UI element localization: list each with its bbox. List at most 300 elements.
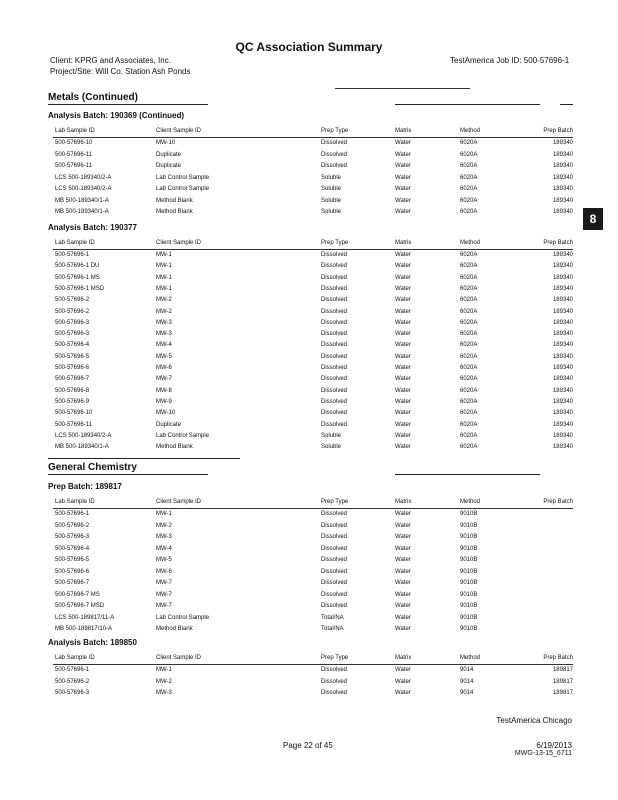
header-rule xyxy=(335,88,470,89)
cell-client-sample-id: MW-5 xyxy=(156,353,172,360)
cell-matrix: Water xyxy=(395,197,411,204)
cell-method: 6020A xyxy=(460,174,478,181)
col-matrix: Matrix xyxy=(395,240,412,246)
cell-prep-batch: 189340 xyxy=(552,252,573,258)
cell-client-sample-id: Method Blank xyxy=(156,209,193,215)
table-row xyxy=(53,284,573,295)
table-row xyxy=(53,397,573,408)
col-client-sample-id: Client Sample ID xyxy=(156,499,202,505)
cell-lab-sample-id: 500-57696-2 xyxy=(55,308,90,315)
cell-method: 9010B xyxy=(460,522,478,529)
cell-client-sample-id: MW-4 xyxy=(156,545,172,552)
table-row xyxy=(53,567,573,578)
cell-method: 9010B xyxy=(460,591,478,598)
cell-prep-type: Dissolved xyxy=(321,545,348,552)
cell-lab-sample-id: 500-57696-11 xyxy=(55,163,92,169)
cell-prep-type: Soluble xyxy=(321,444,342,451)
cell-prep-batch: 189817 xyxy=(552,667,573,673)
cell-matrix: Water xyxy=(395,319,411,326)
col-prep-batch: Prep Batch xyxy=(543,240,573,246)
cell-prep-batch: 189340 xyxy=(552,398,573,405)
cell-client-sample-id: MW-3 xyxy=(156,331,172,338)
table-row xyxy=(53,688,573,699)
table-row xyxy=(53,665,573,676)
table-row xyxy=(53,138,573,149)
cell-matrix: Water xyxy=(395,140,411,146)
table-row xyxy=(53,196,573,207)
cell-lab-sample-id: 500-57696-1 MSD xyxy=(55,285,105,292)
cell-method: 6020A xyxy=(460,365,478,371)
cell-prep-type: Dissolved xyxy=(321,398,348,405)
cell-prep-type: Dissolved xyxy=(321,252,348,258)
cell-prep-type: Total/NA xyxy=(321,626,344,632)
table-row xyxy=(53,184,573,195)
metals-batch1-label: Analysis Batch: 190369 (Continued) xyxy=(48,111,185,120)
cell-lab-sample-id: 500-57696-6 xyxy=(55,365,90,371)
table-row xyxy=(53,408,573,419)
cell-method: 6020A xyxy=(460,308,478,315)
table-row xyxy=(53,295,573,306)
cell-lab-sample-id: 500-57696-2 xyxy=(55,522,90,529)
cell-prep-batch: 189340 xyxy=(552,331,573,338)
footer-lab: TestAmerica Chicago xyxy=(496,716,572,725)
cell-method: 6020A xyxy=(460,432,478,439)
cell-prep-type: Soluble xyxy=(321,174,342,181)
cell-prep-type: Dissolved xyxy=(321,410,348,417)
page-title: QC Association Summary xyxy=(235,40,383,54)
cell-matrix: Water xyxy=(395,376,411,383)
cell-method: 6020A xyxy=(460,285,478,292)
cell-client-sample-id: MW-1 xyxy=(156,667,172,673)
cell-method: 6020A xyxy=(460,444,478,451)
cell-client-sample-id: Lab Control Sample xyxy=(156,174,210,181)
cell-client-sample-id: MW-3 xyxy=(156,534,172,540)
table-row xyxy=(53,150,573,161)
cell-prep-batch: 189340 xyxy=(552,163,573,169)
table-row xyxy=(53,613,573,624)
cell-lab-sample-id: 500-57696-5 xyxy=(55,557,90,563)
cell-matrix: Water xyxy=(395,209,411,215)
cell-matrix: Water xyxy=(395,398,411,405)
genchem-rule-top xyxy=(48,458,240,459)
cell-client-sample-id: MW-4 xyxy=(156,342,172,349)
table-row xyxy=(53,624,573,635)
table-row xyxy=(53,677,573,688)
table-row xyxy=(53,161,573,172)
cell-prep-type: Dissolved xyxy=(321,678,348,685)
cell-lab-sample-id: 500-57696-1 MS xyxy=(55,274,100,281)
col-matrix: Matrix xyxy=(395,128,412,134)
cell-prep-type: Dissolved xyxy=(321,151,348,158)
cell-method: 6020A xyxy=(460,342,478,349)
table-row xyxy=(53,318,573,329)
cell-lab-sample-id: 500-57696-4 xyxy=(55,342,90,349)
table-row xyxy=(53,578,573,589)
cell-matrix: Water xyxy=(395,353,411,360)
cell-lab-sample-id: 500-57696-2 xyxy=(55,297,90,304)
table-row xyxy=(53,590,573,601)
cell-matrix: Water xyxy=(395,252,411,258)
cell-method: 6020A xyxy=(460,197,478,204)
col-prep-type: Prep Type xyxy=(321,128,349,134)
cell-matrix: Water xyxy=(395,603,411,609)
cell-lab-sample-id: 500-57696-1 xyxy=(55,511,90,517)
cell-matrix: Water xyxy=(395,151,411,158)
table-row xyxy=(53,532,573,543)
table-row xyxy=(53,340,573,351)
cell-prep-type: Dissolved xyxy=(321,163,348,169)
col-method: Method xyxy=(460,128,481,134)
table-row xyxy=(53,544,573,555)
genchem-batch2-header xyxy=(53,653,573,664)
cell-matrix: Water xyxy=(395,410,411,417)
cell-prep-type: Dissolved xyxy=(321,285,348,292)
cell-lab-sample-id: 500-57696-3 xyxy=(55,331,90,338)
cell-lab-sample-id: LCS 500-189340/2-A xyxy=(55,186,112,192)
table-row xyxy=(53,431,573,442)
metals-underline xyxy=(48,104,208,105)
cell-matrix: Water xyxy=(395,186,411,192)
cell-matrix: Water xyxy=(395,285,411,292)
cell-client-sample-id: MW-2 xyxy=(156,522,172,529)
col-prep-type: Prep Type xyxy=(321,499,349,505)
cell-lab-sample-id: 500-57696-4 xyxy=(55,545,90,552)
cell-prep-type: Dissolved xyxy=(321,274,348,281)
cell-client-sample-id: MW-2 xyxy=(156,297,172,304)
cell-method: 9010B xyxy=(460,580,478,586)
cell-lab-sample-id: 500-57696-10 xyxy=(55,140,93,146)
cell-prep-type: Total/NA xyxy=(321,614,344,621)
table-row xyxy=(53,442,573,453)
cell-client-sample-id: Method Blank xyxy=(156,197,193,204)
cell-prep-batch: 189340 xyxy=(552,285,573,292)
job-id: TestAmerica Job ID: 500-57696-1 xyxy=(450,56,570,65)
cell-matrix: Water xyxy=(395,511,411,517)
cell-method: 6020A xyxy=(460,410,478,417)
table-row xyxy=(53,261,573,272)
cell-client-sample-id: MW-1 xyxy=(156,511,172,517)
cell-prep-type: Soluble xyxy=(321,186,342,192)
cell-prep-type: Dissolved xyxy=(321,591,348,598)
cell-method: 9010B xyxy=(460,603,478,609)
cell-prep-type: Soluble xyxy=(321,432,342,439)
footer-page: Page 22 of 45 xyxy=(283,741,333,750)
cell-matrix: Water xyxy=(395,342,411,349)
cell-client-sample-id: MW-9 xyxy=(156,398,172,405)
cell-client-sample-id: Duplicate xyxy=(156,151,182,158)
cell-method: 6020A xyxy=(460,319,478,326)
table-row xyxy=(53,307,573,318)
cell-method: 9010B xyxy=(460,511,478,517)
cell-client-sample-id: MW-1 xyxy=(156,274,172,281)
cell-lab-sample-id: 500-57696-7 MS xyxy=(55,591,100,598)
cell-prep-type: Soluble xyxy=(321,209,342,215)
cell-matrix: Water xyxy=(395,263,411,270)
cell-matrix: Water xyxy=(395,387,411,394)
cell-matrix: Water xyxy=(395,297,411,304)
client-name: Client: KPRG and Associates, Inc. xyxy=(50,56,171,65)
cell-matrix: Water xyxy=(395,444,411,451)
cell-lab-sample-id: 500-57696-11 xyxy=(55,151,92,158)
cell-method: 6020A xyxy=(460,274,478,281)
cell-matrix: Water xyxy=(395,308,411,315)
cell-matrix: Water xyxy=(395,678,411,685)
genchem-batch2-label: Analysis Batch: 189850 xyxy=(48,638,137,647)
cell-lab-sample-id: LCS 500-189340/2-A xyxy=(55,432,112,439)
cell-prep-batch: 189340 xyxy=(552,365,573,371)
table-row xyxy=(53,386,573,397)
col-matrix: Matrix xyxy=(395,499,412,505)
cell-prep-batch: 189340 xyxy=(552,421,573,428)
cell-prep-type: Dissolved xyxy=(321,580,348,586)
cell-client-sample-id: Lab Control Sample xyxy=(156,432,210,439)
cell-method: 6020A xyxy=(460,140,478,146)
col-prep-batch: Prep Batch xyxy=(543,499,573,505)
cell-method: 6020A xyxy=(460,297,478,304)
cell-matrix: Water xyxy=(395,274,411,281)
cell-prep-batch: 189340 xyxy=(552,410,573,417)
cell-prep-batch: 189340 xyxy=(552,297,573,304)
cell-lab-sample-id: MB 500-189340/1-A xyxy=(55,444,109,451)
cell-lab-sample-id: 500-57696-7 MSD xyxy=(55,603,105,609)
cell-prep-type: Soluble xyxy=(321,197,342,204)
table-row xyxy=(53,601,573,612)
genchem-heading: General Chemistry xyxy=(48,462,137,473)
cell-client-sample-id: MW-2 xyxy=(156,678,172,685)
cell-client-sample-id: MW-2 xyxy=(156,308,172,315)
cell-prep-batch: 189340 xyxy=(552,376,573,383)
cell-matrix: Water xyxy=(395,591,411,598)
metals-batch1-header xyxy=(53,126,573,137)
cell-prep-type: Dissolved xyxy=(321,353,348,360)
table-row xyxy=(53,555,573,566)
cell-method: 6020A xyxy=(460,387,478,394)
cell-matrix: Water xyxy=(395,522,411,529)
cell-lab-sample-id: MB 500-189340/1-A xyxy=(55,209,109,215)
cell-lab-sample-id: 500-57696-2 xyxy=(55,678,90,685)
genchem-batch1-label: Prep Batch: 189817 xyxy=(48,482,122,491)
col-method: Method xyxy=(460,240,481,246)
cell-client-sample-id: MW-1 xyxy=(156,263,172,270)
col-prep-type: Prep Type xyxy=(321,240,349,246)
cell-prep-batch: 189340 xyxy=(552,186,573,192)
cell-lab-sample-id: 500-57696-7 xyxy=(55,580,90,586)
cell-prep-batch: 189340 xyxy=(552,432,573,439)
footer-stamp: MWG-13-15_6711 xyxy=(514,750,572,757)
cell-prep-batch: 189817 xyxy=(552,690,573,696)
cell-prep-type: Dissolved xyxy=(321,421,348,428)
cell-lab-sample-id: LCS 500-189817/11-A xyxy=(55,614,115,621)
col-client-sample-id: Client Sample ID xyxy=(156,240,202,246)
cell-method: 9010B xyxy=(460,568,478,575)
cell-prep-type: Dissolved xyxy=(321,331,348,338)
table-row xyxy=(53,273,573,284)
genchem-rule-right xyxy=(395,474,540,475)
col-lab-sample-id: Lab Sample ID xyxy=(55,655,95,661)
cell-lab-sample-id: 500-57696-1 xyxy=(55,252,90,258)
cell-method: 9014 xyxy=(460,690,474,696)
cell-lab-sample-id: 500-57696-5 xyxy=(55,353,90,360)
cell-prep-type: Dissolved xyxy=(321,522,348,529)
cell-client-sample-id: MW-6 xyxy=(156,365,172,371)
cell-matrix: Water xyxy=(395,690,411,696)
cell-prep-batch: 189340 xyxy=(552,444,573,451)
cell-method: 9010B xyxy=(460,557,478,563)
col-lab-sample-id: Lab Sample ID xyxy=(55,499,95,505)
cell-prep-type: Dissolved xyxy=(321,511,348,517)
cell-lab-sample-id: 500-57696-10 xyxy=(55,410,93,417)
table-row xyxy=(53,329,573,340)
cell-prep-batch: 189340 xyxy=(552,308,573,315)
cell-lab-sample-id: 500-57696-1 xyxy=(55,667,90,673)
col-client-sample-id: Client Sample ID xyxy=(156,128,202,134)
cell-matrix: Water xyxy=(395,174,411,181)
cell-method: 9010B xyxy=(460,534,478,540)
cell-client-sample-id: MW-6 xyxy=(156,568,172,575)
cell-prep-batch: 189340 xyxy=(552,342,573,349)
cell-prep-type: Dissolved xyxy=(321,557,348,563)
cell-prep-batch: 189817 xyxy=(552,678,573,685)
cell-lab-sample-id: 500-57696-3 xyxy=(55,319,90,326)
cell-method: 6020A xyxy=(460,151,478,158)
cell-matrix: Water xyxy=(395,568,411,575)
cell-matrix: Water xyxy=(395,667,411,673)
cell-method: 6020A xyxy=(460,163,478,169)
cell-prep-batch: 189340 xyxy=(552,263,573,270)
metals-batch2-header xyxy=(53,238,573,249)
col-prep-batch: Prep Batch xyxy=(543,655,573,661)
cell-prep-type: Dissolved xyxy=(321,140,348,146)
cell-prep-batch: 189340 xyxy=(552,140,573,146)
cell-method: 6020A xyxy=(460,186,478,192)
cell-lab-sample-id: LCS 500-189340/2-A xyxy=(55,174,112,181)
table-row xyxy=(53,363,573,374)
col-method: Method xyxy=(460,655,481,661)
cell-prep-batch: 189340 xyxy=(552,387,573,394)
metals-heading: Metals (Continued) xyxy=(48,92,138,103)
table-row xyxy=(53,250,573,261)
cell-lab-sample-id: 500-57696-9 xyxy=(55,398,90,405)
cell-method: 9014 xyxy=(460,678,474,685)
cell-client-sample-id: MW-8 xyxy=(156,387,172,394)
table-row xyxy=(53,521,573,532)
col-method: Method xyxy=(460,499,481,505)
cell-matrix: Water xyxy=(395,421,411,428)
cell-method: 6020A xyxy=(460,209,478,215)
cell-client-sample-id: MW-10 xyxy=(156,410,176,417)
cell-lab-sample-id: 500-57696-6 xyxy=(55,568,90,575)
col-matrix: Matrix xyxy=(395,655,412,661)
cell-prep-batch: 189340 xyxy=(552,274,573,281)
genchem-batch1-header xyxy=(53,497,573,508)
cell-matrix: Water xyxy=(395,545,411,552)
cell-method: 9010B xyxy=(460,626,478,632)
cell-method: 9010B xyxy=(460,614,478,621)
cell-prep-type: Dissolved xyxy=(321,667,348,673)
cell-prep-type: Dissolved xyxy=(321,319,348,326)
cell-client-sample-id: MW-7 xyxy=(156,580,172,586)
table-row xyxy=(53,420,573,431)
cell-client-sample-id: Method Blank xyxy=(156,626,193,632)
cell-client-sample-id: MW-7 xyxy=(156,376,172,383)
cell-prep-type: Dissolved xyxy=(321,387,348,394)
cell-lab-sample-id: 500-57696-8 xyxy=(55,387,90,394)
table-row xyxy=(53,207,573,218)
cell-method: 6020A xyxy=(460,353,478,360)
cell-matrix: Water xyxy=(395,534,411,540)
col-lab-sample-id: Lab Sample ID xyxy=(55,128,95,134)
cell-client-sample-id: Duplicate xyxy=(156,421,182,428)
cell-prep-type: Dissolved xyxy=(321,342,348,349)
cell-lab-sample-id: MB 500-189340/1-A xyxy=(55,197,109,204)
cell-method: 6020A xyxy=(460,376,478,383)
cell-lab-sample-id: MB 500-189817/10-A xyxy=(55,626,113,632)
table-row xyxy=(53,374,573,385)
table-row xyxy=(53,352,573,363)
cell-lab-sample-id: 500-57696-11 xyxy=(55,421,92,428)
cell-client-sample-id: MW-7 xyxy=(156,603,172,609)
cell-matrix: Water xyxy=(395,557,411,563)
table-row xyxy=(53,173,573,184)
cell-client-sample-id: Lab Control Sample xyxy=(156,614,210,621)
col-prep-type: Prep Type xyxy=(321,655,349,661)
cell-prep-type: Dissolved xyxy=(321,365,348,371)
project-site: Project/Site: Will Co. Station Ash Ponds xyxy=(50,67,191,76)
cell-lab-sample-id: 500-57696-7 xyxy=(55,376,90,383)
cell-prep-type: Dissolved xyxy=(321,308,348,315)
cell-prep-type: Dissolved xyxy=(321,297,348,304)
metals-batch2-label: Analysis Batch: 190377 xyxy=(48,223,137,232)
cell-method: 6020A xyxy=(460,263,478,270)
cell-lab-sample-id: 500-57696-1 DU xyxy=(55,263,100,270)
cell-matrix: Water xyxy=(395,365,411,371)
cell-client-sample-id: Duplicate xyxy=(156,163,182,169)
cell-client-sample-id: MW-5 xyxy=(156,557,172,563)
cell-method: 9010B xyxy=(460,545,478,552)
cell-method: 6020A xyxy=(460,398,478,405)
cell-prep-batch: 189340 xyxy=(552,174,573,181)
cell-prep-type: Dissolved xyxy=(321,690,348,696)
cell-client-sample-id: MW-10 xyxy=(156,140,176,146)
cell-client-sample-id: MW-1 xyxy=(156,285,172,292)
metals-rule-end xyxy=(560,104,573,105)
cell-lab-sample-id: 500-57696-3 xyxy=(55,534,90,540)
cell-client-sample-id: MW-3 xyxy=(156,690,172,696)
cell-matrix: Water xyxy=(395,626,411,632)
table-row xyxy=(53,509,573,520)
metals-rule-right xyxy=(395,104,540,105)
cell-prep-batch: 189340 xyxy=(552,209,573,215)
cell-method: 6020A xyxy=(460,331,478,338)
cell-prep-type: Dissolved xyxy=(321,568,348,575)
cell-method: 6020A xyxy=(460,252,478,258)
cell-matrix: Water xyxy=(395,614,411,621)
cell-client-sample-id: Method Blank xyxy=(156,444,193,451)
footer-date: 6/19/2013 xyxy=(536,741,572,750)
col-client-sample-id: Client Sample ID xyxy=(156,655,202,661)
cell-prep-batch: 189340 xyxy=(552,151,573,158)
genchem-underline xyxy=(48,474,208,475)
cell-prep-type: Dissolved xyxy=(321,534,348,540)
cell-prep-batch: 189340 xyxy=(552,197,573,204)
cell-client-sample-id: Lab Control Sample xyxy=(156,186,210,192)
cell-matrix: Water xyxy=(395,163,411,169)
cell-client-sample-id: MW-7 xyxy=(156,591,172,598)
cell-prep-type: Dissolved xyxy=(321,376,348,383)
cell-prep-batch: 189340 xyxy=(552,353,573,360)
col-lab-sample-id: Lab Sample ID xyxy=(55,240,95,246)
section-tab: 8 xyxy=(583,208,603,230)
